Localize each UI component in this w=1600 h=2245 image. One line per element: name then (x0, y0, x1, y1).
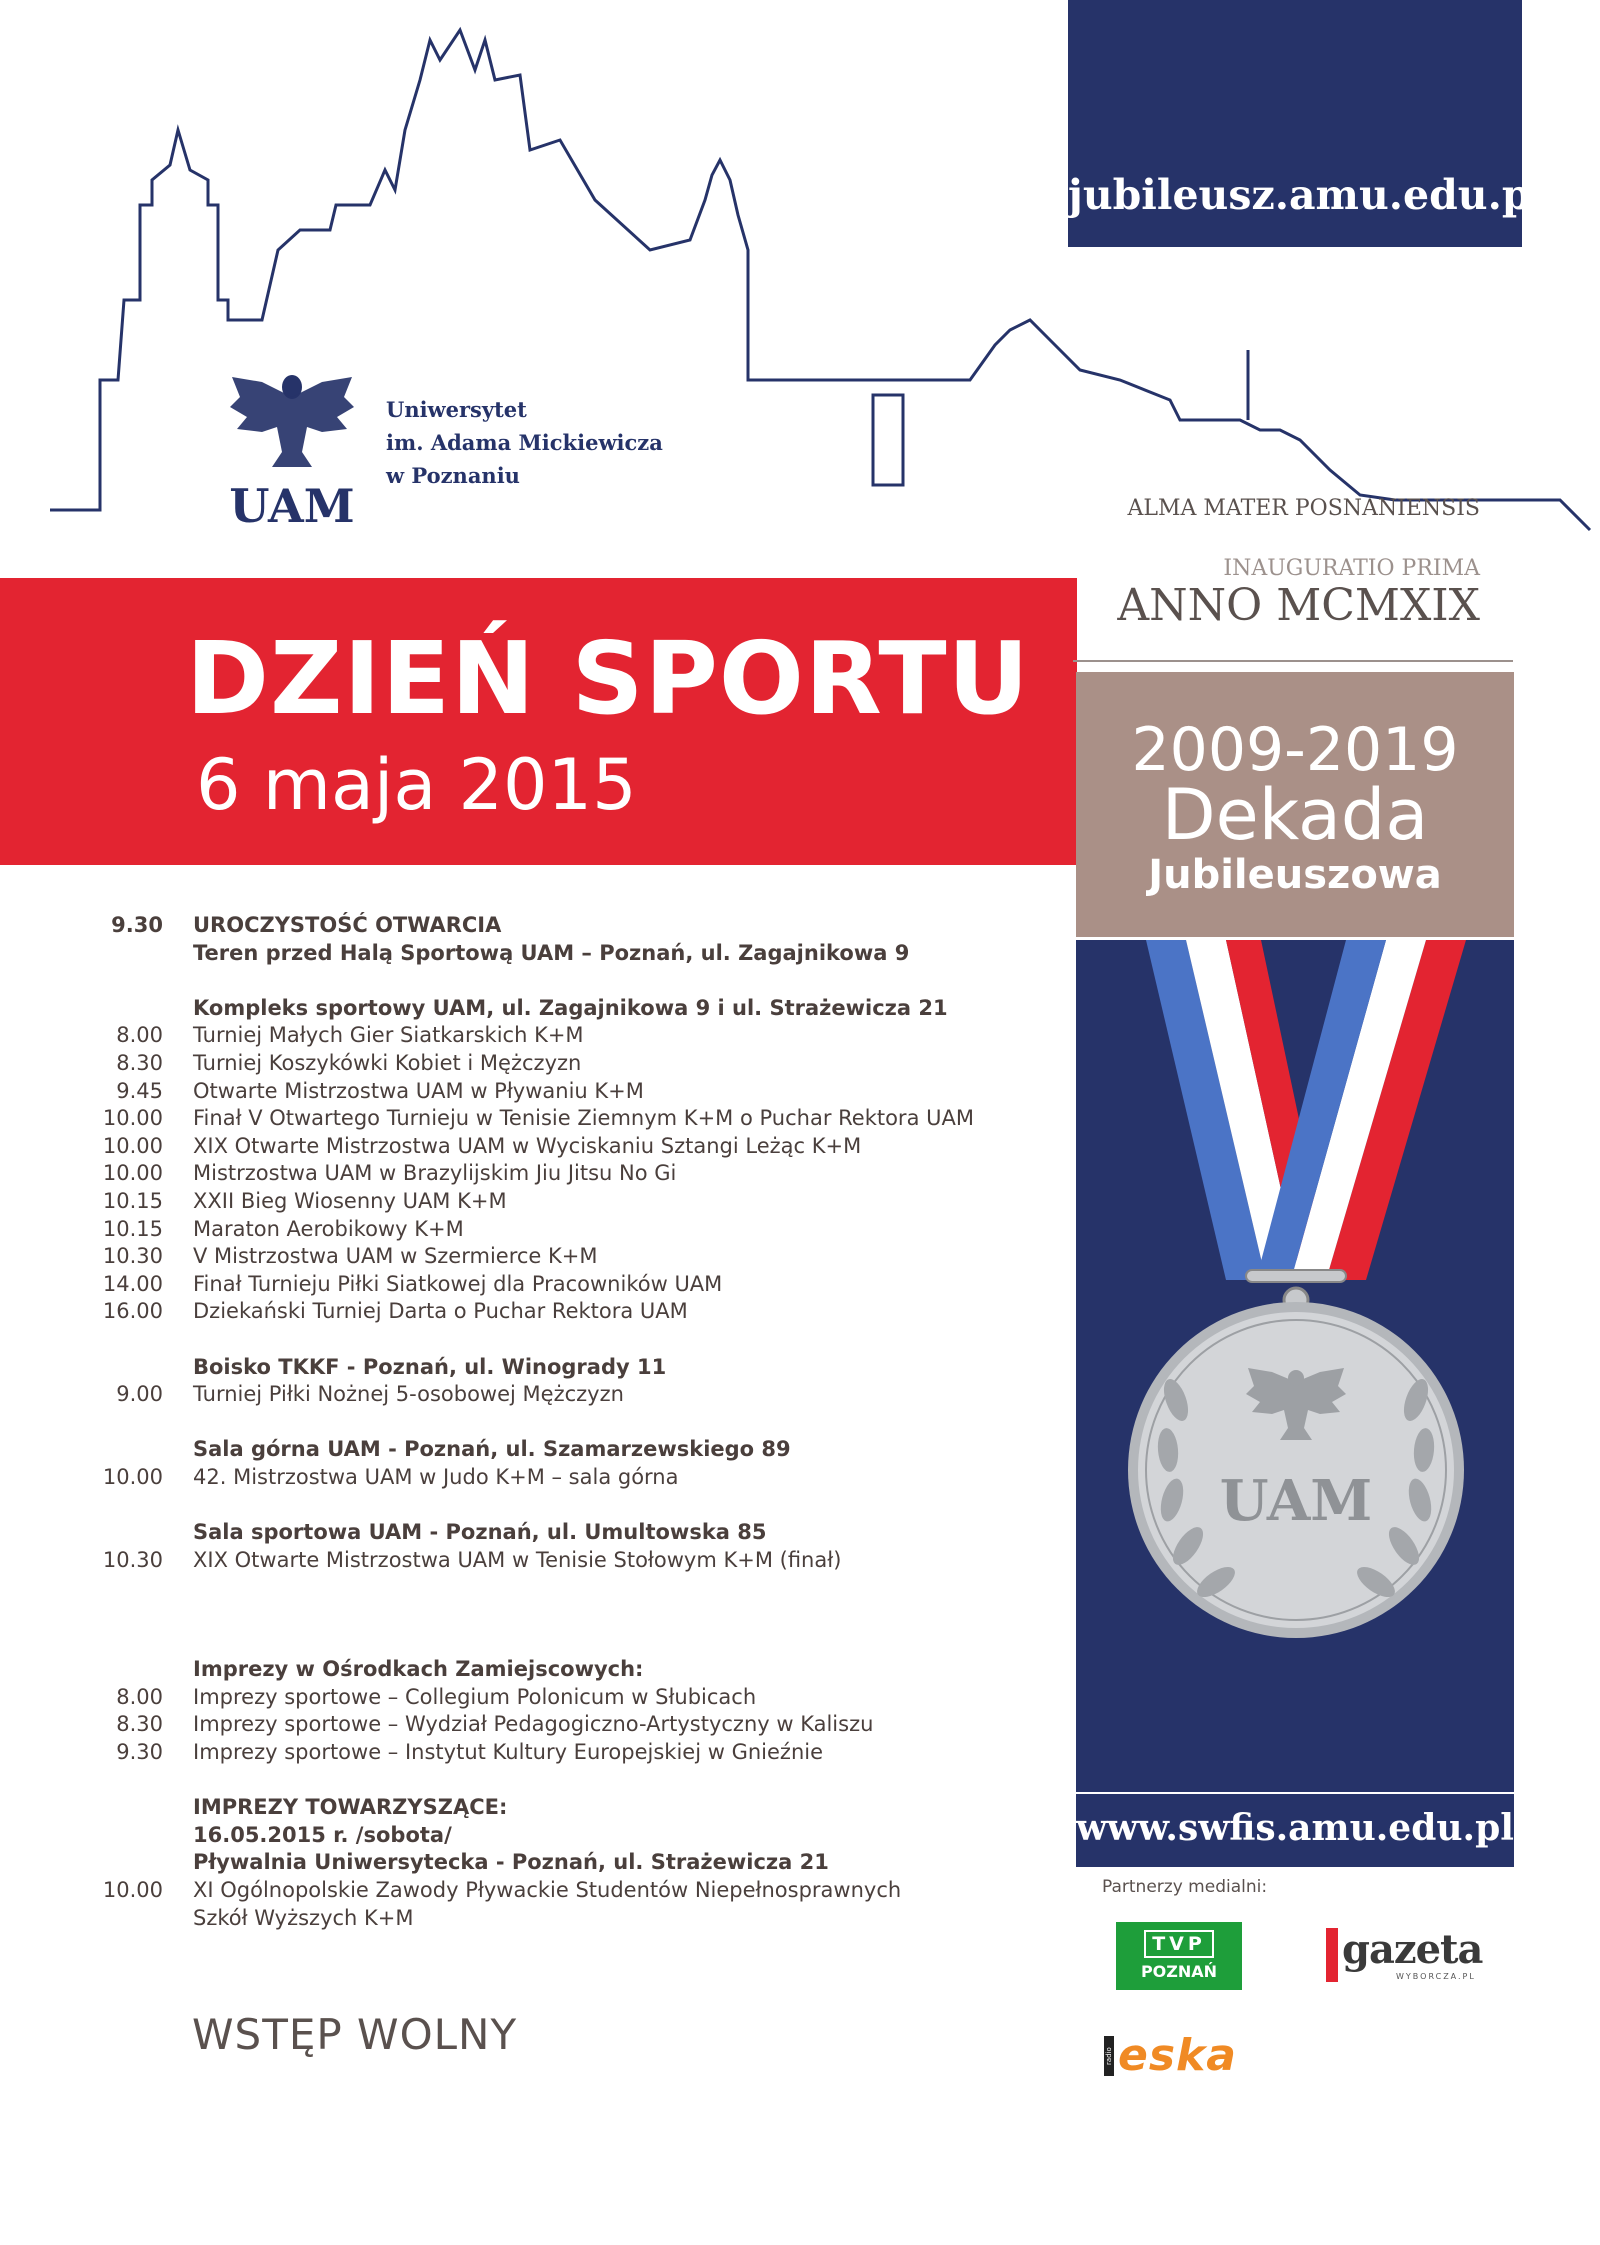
event-date: 6 maja 2015 (196, 744, 637, 826)
schedule-row (100, 1050, 1060, 1078)
tvp-poznan-logo (1116, 1922, 1242, 1990)
schedule-time: 10.00 (102, 1161, 163, 1186)
gazeta-text: gazeta (1342, 1926, 1483, 1973)
schedule-row (100, 1160, 1060, 1188)
schedule-row (100, 1877, 1060, 1905)
jubilee-url[interactable]: jubileusz.amu.edu.pl (1068, 171, 1547, 219)
swfis-url[interactable]: www.swfis.amu.edu.pl (1076, 1807, 1514, 1849)
schedule-text: XIX Otwarte Mistrzostwa UAM w Tenisie Stołowym K+M (finał) (193, 1547, 842, 1572)
gazeta-wyborcza-logo (1326, 1926, 1486, 1986)
schedule-text: Teren przed Halą Sportową UAM – Poznań, ul. Zagajnikowa 9 (193, 940, 910, 965)
schedule-row (100, 1133, 1060, 1161)
decade-box (1076, 672, 1514, 937)
schedule-time: 10.15 (102, 1216, 163, 1241)
schedule-text: XI Ogólnopolskie Zawody Pływackie Studentów Niepełnosprawnych (193, 1878, 902, 1902)
schedule-text: V Mistrzostwa UAM w Szermierce K+M (193, 1244, 598, 1269)
schedule-text: Turniej Małych Gier Siatkarskich K+M (193, 1023, 584, 1048)
schedule-row (100, 1243, 1060, 1271)
event-schedule (100, 912, 1060, 1932)
schedule-text: Dziekański Turniej Darta o Puchar Rektora UAM (193, 1299, 688, 1324)
eska-text: eska (1118, 2030, 1237, 2081)
schedule-venue (100, 1794, 1060, 1822)
schedule-row (100, 1022, 1060, 1050)
schedule-text: Turniej Piłki Nożnej 5-osobowej Mężczyzn (193, 1382, 624, 1407)
decade-divider (1073, 660, 1513, 662)
schedule-text: 16.05.2015 r. /sobota/ (193, 1822, 452, 1847)
decade-subtitle: Jubileuszowa (1148, 852, 1442, 898)
schedule-time: 9.30 (111, 913, 163, 937)
medal-logo-text: UAM (1219, 1468, 1373, 1534)
university-line-2: im. Adama Mickiewicza (386, 430, 663, 455)
schedule-time: 10.00 (102, 1878, 163, 1902)
schedule-text: Maraton Aerobikowy K+M (193, 1216, 464, 1241)
schedule-time (100, 1905, 163, 1933)
schedule-time: 8.00 (116, 1684, 163, 1709)
schedule-text: Sala sportowa UAM - Poznań, ul. Umultowska 85 (193, 1520, 767, 1545)
free-entry-text: WSTĘP WOLNY (192, 2010, 518, 2059)
schedule-row (100, 1711, 1060, 1739)
university-name (386, 393, 663, 492)
schedule-time: 10.00 (102, 1133, 163, 1158)
tvp-text: TVP (1144, 1930, 1214, 1958)
schedule-text: Mistrzostwa UAM w Brazylijskim Jiu Jitsu No Gi (193, 1161, 677, 1186)
schedule-time (100, 940, 163, 968)
gazeta-sub-text: WYBORCZA.PL (1396, 1972, 1476, 1981)
schedule-text: Boisko TKKF - Poznań, ul. Winogrady 11 (193, 1354, 667, 1379)
schedule-text: Otwarte Mistrzostwa UAM w Pływaniu K+M (193, 1078, 644, 1103)
uam-eagle-logo (222, 357, 362, 529)
decade-years: 2009-2019 (1131, 715, 1459, 785)
schedule-venue (100, 995, 1060, 1023)
schedule-venue (100, 1656, 1060, 1684)
schedule-time: 9.30 (116, 1740, 163, 1765)
schedule-time: 9.00 (116, 1382, 163, 1407)
schedule-text: 42. Mistrzostwa UAM w Judo K+M – sala górna (193, 1464, 679, 1489)
schedule-row (100, 1078, 1060, 1106)
medal-panel (1076, 940, 1514, 1792)
schedule-text: Szkół Wyższych K+M (193, 1905, 414, 1930)
schedule-row (100, 912, 1060, 940)
decade-word: Dekada (1161, 774, 1429, 856)
schedule-text: Imprezy w Ośrodkach Zamiejscowych: (193, 1657, 644, 1682)
logo-text: UAM (229, 479, 355, 529)
jubilee-url-box[interactable] (1068, 0, 1547, 247)
alma-mater-text: ALMA MATER POSNANIENSIS (1127, 496, 1480, 521)
swfis-url-box[interactable] (1076, 1794, 1514, 1867)
schedule-time: 10.00 (102, 1464, 163, 1489)
schedule-row (100, 1381, 1060, 1409)
schedule-time: 10.00 (102, 1106, 163, 1131)
schedule-row (100, 1684, 1060, 1712)
schedule-text: Imprezy sportowe – Collegium Polonicum w Słubicach (193, 1684, 757, 1709)
schedule-venue (100, 1436, 1060, 1464)
schedule-row (100, 1905, 1060, 1933)
schedule-time: 14.00 (102, 1271, 163, 1296)
schedule-venue (100, 1849, 1060, 1877)
schedule-time: 8.00 (116, 1023, 163, 1048)
schedule-text: XXII Bieg Wiosenny UAM K+M (193, 1188, 507, 1213)
schedule-time: 16.00 (102, 1299, 163, 1324)
schedule-row (100, 1464, 1060, 1492)
media-partners-label: Partnerzy medialni: (1102, 1877, 1268, 1897)
schedule-row (100, 1188, 1060, 1216)
radio-eska-logo (1104, 2030, 1260, 2082)
schedule-venue (100, 1354, 1060, 1382)
anno-text: ANNO MCMXIX (1117, 580, 1480, 631)
schedule-text: Finał V Otwartego Turnieju w Tenisie Ziemnym K+M o Puchar Rektora UAM (193, 1106, 974, 1131)
schedule-text: Imprezy sportowe – Instytut Kultury Europejskiej w Gnieźnie (193, 1740, 824, 1765)
schedule-text: Kompleks sportowy UAM, ul. Zagajnikowa 9 i ul. Strażewicza 21 (193, 995, 948, 1020)
eska-radio-text: radio (1104, 2036, 1114, 2076)
schedule-row (100, 1105, 1060, 1133)
schedule-time: 10.30 (102, 1244, 163, 1269)
schedule-time: 10.15 (102, 1188, 163, 1213)
schedule-text: UROCZYSTOŚĆ OTWARCIA (193, 913, 502, 937)
schedule-text: Pływalnia Uniwersytecka - Poznań, ul. Strażewicza 21 (193, 1850, 829, 1875)
schedule-row (100, 1271, 1060, 1299)
schedule-time: 8.30 (116, 1050, 163, 1075)
inauguratio-text: INAUGURATIO PRIMA (1223, 556, 1480, 581)
schedule-text: IMPREZY TOWARZYSZĄCE: (193, 1795, 508, 1820)
schedule-venue (100, 1519, 1060, 1547)
schedule-text: Turniej Koszykówki Kobiet i Mężczyzn (193, 1050, 582, 1075)
schedule-text: XIX Otwarte Mistrzostwa UAM w Wyciskaniu Sztangi Leżąc K+M (193, 1133, 862, 1158)
university-line-1: Uniwersytet (386, 397, 527, 422)
schedule-text: Sala górna UAM - Poznań, ul. Szamarzewskiego 89 (193, 1437, 791, 1462)
schedule-time: 9.45 (116, 1078, 163, 1103)
schedule-row (100, 1298, 1060, 1326)
schedule-text: Imprezy sportowe – Wydział Pedagogiczno-Artystyczny w Kaliszu (193, 1712, 874, 1737)
schedule-row (100, 940, 1060, 968)
event-title: DZIEŃ SPORTU (186, 620, 1030, 737)
schedule-row (100, 1216, 1060, 1244)
schedule-text: Finał Turnieju Piłki Siatkowej dla Pracowników UAM (193, 1271, 723, 1296)
schedule-time: 8.30 (116, 1712, 163, 1737)
schedule-row (100, 1822, 1060, 1850)
schedule-row (100, 1547, 1060, 1575)
medal-illustration (1076, 940, 1514, 1792)
schedule-time: 10.30 (102, 1547, 163, 1572)
schedule-row (100, 1739, 1060, 1767)
university-line-3: w Poznaniu (386, 463, 520, 488)
tvp-city-text: POZNAŃ (1140, 1962, 1218, 1981)
